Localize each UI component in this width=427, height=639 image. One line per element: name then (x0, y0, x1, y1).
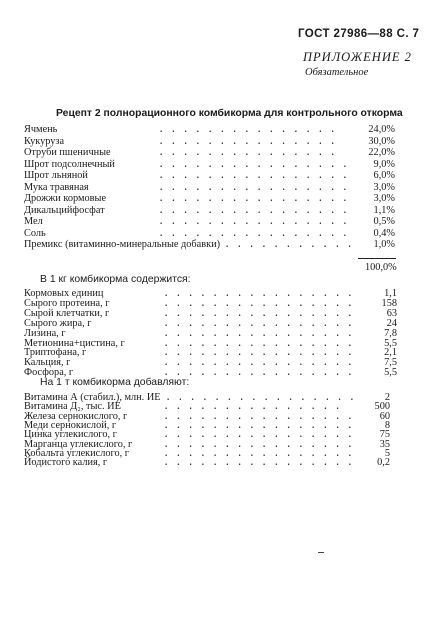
contains-value: 24 (386, 317, 397, 329)
recipe-label: Шрот льняной (24, 170, 88, 181)
leader-dots: ................ (167, 392, 363, 402)
leader-dots: ................ (160, 158, 356, 169)
recipe-label: Шрот подсолнечный (24, 158, 115, 170)
recipe-row (0, 228, 427, 239)
gost-header: ГОСТ 27986—88 С. 7 (298, 28, 420, 40)
contains-label: Сырого жира, г (24, 317, 92, 329)
recipe-label: Кукуруза (24, 135, 65, 147)
recipe-row (0, 147, 427, 158)
contains-label: Кальция, г (24, 357, 71, 369)
added-title: На 1 т комбикорма добавляют: (40, 377, 190, 388)
recipe-label: Мел (24, 216, 43, 227)
contains-label: Лизина, г (24, 327, 66, 339)
appendix-title: ПРИЛОЖЕНИЕ 2 (303, 50, 412, 64)
leader-dots: ................ (165, 419, 361, 430)
added-value: 5 (384, 447, 390, 459)
leader-dots: ................ (160, 193, 356, 203)
leader-dots: ................ (165, 317, 361, 328)
contains-value: 7,8 (384, 327, 397, 339)
leader-dots: ................ (160, 216, 356, 226)
contains-value: 5,5 (384, 337, 397, 349)
leader-dots: ................ (165, 367, 361, 378)
contains-label: Сырой клетчатки, г (24, 307, 110, 319)
leader-dots: ........... (226, 239, 361, 249)
leader-dots: ................ (165, 288, 361, 298)
recipe-value: 9,0% (373, 158, 395, 170)
recipe-label: Ячмень (24, 124, 58, 135)
added-label: Железа сернокислого, г (24, 410, 128, 422)
recipe-row (0, 239, 427, 250)
recipe-row (0, 159, 427, 170)
recipe-title: Рецепт 2 полнорационного комбикорма для контрольного откорма (56, 108, 403, 119)
leader-dots: ................ (165, 438, 361, 449)
appendix-subtitle: Обязательное (305, 67, 369, 78)
recipe-row (0, 216, 427, 227)
added-value: 2 (384, 392, 390, 403)
contains-value: 158 (381, 297, 397, 309)
leader-dots: ................ (165, 447, 361, 458)
contains-label: Триптофана, г (24, 347, 87, 359)
recipe-value: 1,1% (373, 204, 395, 216)
contains-label: Кормовых единиц (24, 288, 104, 299)
leader-dots: ................ (165, 410, 361, 421)
recipe-value: 0,5% (373, 216, 395, 227)
added-label: Кобальта углекислого, г (24, 447, 130, 459)
recipe-row (0, 182, 427, 193)
recipe-value: 0,4% (373, 227, 395, 239)
recipe-value: 24,0% (368, 124, 395, 135)
recipe-value: 6,0% (373, 170, 395, 181)
contains-value: 7,5 (384, 357, 397, 369)
contains-title: В 1 кг комбикорма содержится: (40, 274, 191, 285)
contains-label: Метионина+цистина, г (24, 337, 125, 349)
recipe-value: 3,0% (373, 193, 395, 204)
leader-dots: ................ (165, 307, 361, 318)
recipe-label: Дикальцийфосфат (24, 204, 105, 216)
added-value: 8 (384, 419, 390, 431)
added-label: Витамина А (стабил.), млн. ИЕ (24, 392, 161, 403)
recipe-total: 100,0% (365, 262, 397, 273)
leader-dots: ................ (160, 170, 356, 180)
added-value: 500 (374, 401, 390, 413)
added-label: Марганца углекислого, г (24, 438, 133, 450)
total-rule (358, 258, 396, 259)
leader-dots: ................ (165, 337, 361, 348)
added-label: Йодистого калия, г (24, 457, 108, 469)
added-label: Витамина Д₂, тыс. ИЕ (24, 401, 121, 413)
recipe-value: 3,0% (373, 181, 395, 193)
leader-dots: ................ (160, 204, 356, 215)
recipe-label: Отруби пшеничные (24, 147, 111, 158)
added-label: Меди сернокислой, г (24, 419, 117, 431)
recipe-label: Премикс (витаминно-минеральные добавки) (24, 239, 221, 250)
recipe-label: Мука травяная (24, 181, 89, 193)
leader-dots: ................ (165, 429, 361, 440)
added-row (0, 457, 427, 468)
recipe-row (0, 193, 427, 204)
leader-dots: ............... (165, 401, 349, 412)
leader-dots: ................ (165, 457, 361, 468)
page-mark (318, 552, 324, 553)
recipe-label: Соль (24, 227, 46, 239)
added-value: 60 (379, 410, 390, 422)
added-value: 75 (379, 429, 390, 441)
contains-value: 2,1 (384, 347, 397, 359)
added-label: Цинка углекислого, г (24, 429, 117, 441)
contains-value: 5,5 (384, 367, 397, 379)
leader-dots: ................ (160, 227, 356, 238)
recipe-row (0, 136, 427, 147)
contains-label: Сырого протеина, г (24, 297, 110, 309)
leader-dots: ................ (160, 181, 356, 192)
recipe-value: 22,0% (368, 147, 395, 158)
added-value: 0,2 (377, 457, 390, 469)
leader-dots: ................ (165, 357, 361, 368)
leader-dots: ............... (160, 135, 344, 146)
contains-value: 1,1 (384, 288, 397, 299)
recipe-label: Дрожжи кормовые (24, 193, 107, 204)
recipe-row (0, 205, 427, 216)
recipe-row (0, 170, 427, 181)
leader-dots: ............... (160, 147, 344, 157)
leader-dots: ............... (160, 124, 344, 134)
leader-dots: ................ (165, 297, 361, 308)
recipe-value: 30,0% (368, 135, 395, 147)
recipe-row (0, 124, 427, 135)
leader-dots: ................ (165, 347, 361, 358)
contains-label: Фосфора, г (24, 367, 74, 379)
leader-dots: ................ (165, 327, 361, 338)
recipe-value: 1,0% (373, 239, 395, 250)
contains-value: 63 (386, 307, 397, 319)
added-value: 35 (379, 438, 390, 450)
